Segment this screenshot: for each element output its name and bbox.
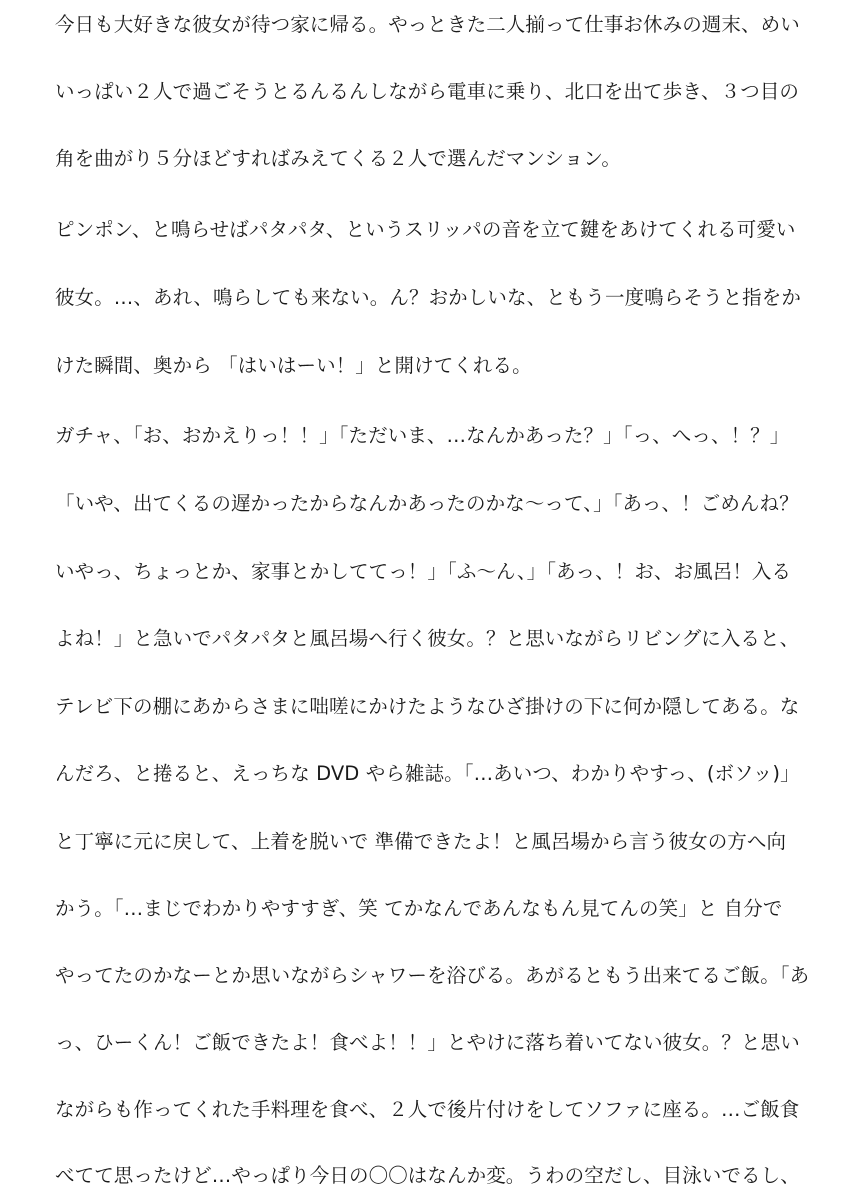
text-line: べてて思ったけど…やっぱり今日の〇〇はなんか変。うわの空だし、目泳いでるし、 [55, 1164, 800, 1187]
text-line: いやっ、ちょっとか、家事とかしててっ！」「ふ〜ん、」「あっ、！お、お風呂！入る [55, 560, 792, 583]
text-line: ピンポン、と鳴らせばパタパタ、というスリッパの音を立て鍵をあけてくれる可愛い [55, 218, 796, 241]
text-line: よね！」と急いでパタパタと風呂場へ行く彼女。？と思いながらリビングに入ると、 [55, 627, 800, 650]
text-line: ガチャ、「お、おかえりっ！！」「ただいま、…なんかあった？」「っ、へっ、！？」 [55, 424, 790, 447]
text-line: 角を曲がり５分ほどすればみえてくる２人で選んだマンション。 [55, 147, 621, 170]
text-line: と丁寧に元に戻して、上着を脱いで 準備できたよ！と風呂場から言う彼女の方へ向 [55, 830, 787, 853]
text-line: かう。「…まじでわかりやすすぎ、笑 てかなんであんなもん見てんの笑」と 自分で [55, 897, 783, 920]
text-line: んだろ、と捲ると、えっちな DVD やら雑誌。「…あいつ、わかりやすっ、(ボソッ)」 [55, 762, 800, 785]
text-line: やってたのかなーとか思いながらシャワーを浴びる。あがるともう出来てるご飯。「あ [55, 964, 810, 987]
text-line: けた瞬間、奥から 「はいはーい！」と開けてくれる。 [55, 354, 532, 377]
text-line: 彼女。…、あれ、鳴らしても来ない。ん？おかしいな、ともう一度鳴らそうと指をか [55, 286, 801, 309]
text-line: いっぱい２人で過ごそうとるんるんしながら電車に乗り、北口を出て歩き、３つ目の [55, 80, 800, 103]
text-line: テレビ下の棚にあからさまに咄嗟にかけたようなひざ掛けの下に何か隠してある。な [55, 695, 800, 718]
text-line: 今日も大好きな彼女が待つ家に帰る。やっときた二人揃って仕事お休みの週末、めい [55, 13, 800, 36]
text-line: ながらも作ってくれた手料理を食べ、２人で後片付けをしてソファに座る。…ご飯食 [55, 1098, 800, 1121]
text-line: っ、ひーくん！ご飯できたよ！食べよ！！」とやけに落ち着いてない彼女。？と思い [55, 1031, 800, 1054]
text-line: 「いや、出てくるの遅かったからなんかあったのかな〜って、」「あっ、！ごめんね？ [55, 492, 799, 515]
